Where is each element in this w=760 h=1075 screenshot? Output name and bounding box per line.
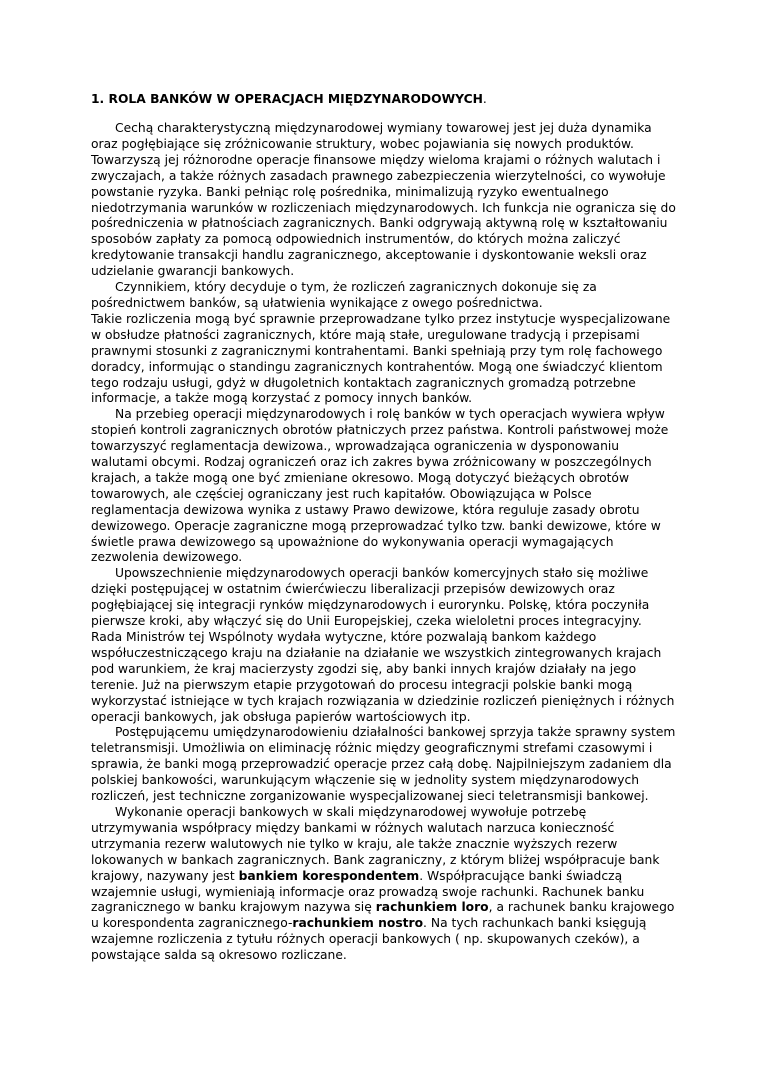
paragraph [91, 407, 676, 566]
paragraph [91, 312, 676, 407]
paragraph [91, 280, 676, 312]
paragraph-text: Postępującemu umiędzynarodowieniu działalności bankowej sprzyja także sprawny system teletransmisji. Umożliwia on eliminację różnic między geograficznymi strefami czasowymi i sprawia, że banki mogą przeprowadzić operacje przez całą dobę. Najpilniejszym zadaniem dla polskiej bankowości, warunkującym włączenie się w jednolity system międzynarodowych rozliczeń, jest techniczne zorganizowanie wyspecjalizowanej sieci teletransmisji bankowej. [91, 725, 676, 804]
heading-period: . [482, 92, 487, 106]
paragraph-list [91, 121, 676, 964]
bold-term: rachunkiem nostro [292, 916, 424, 931]
paragraph-text: . Na tych rachunkach banki księgują wzajemne rozliczenia z tytułu różnych operacji bankowych ( np. skupowanych czeków), a powstające salda są okresowo rozliczane. [91, 916, 647, 963]
paragraph-text: Na przebieg operacji międzynarodowych i rolę banków w tych operacjach wywiera wpływ stopień kontroli zagranicznych obrotów płatniczych przez państwa. Kontroli państwowej może towarzyszyć reglamentacja dewizowa., wprowadzająca ograniczenia w dysponowaniu walutami obcymi. Rodzaj ograniczeń oraz ich zakres bywa zróżnicowany w poszczególnych krajach, a także mogą one być zmieniane okresowo. Mogą dotyczyć bieżących obrotów towarowych, ale częściej ograniczany jest ruch kapitałów. Obowiązująca w Polsce reglamentacja dewizowa wynika z ustawy Prawo dewizowe, która reguluje zasady obrotu dewizowego. Operacje zagraniczne mogą przeprowadzać tylko tzw. banki dewizowe, które w świetle prawa dewizowego są upoważnione do wykonywania operacji wymagających zezwolenia dewizowego. [91, 407, 669, 565]
paragraph [91, 725, 676, 805]
document-body [91, 91, 676, 964]
paragraph-text: , a rachunek banku krajowego u korespondenta zagranicznego- [91, 900, 675, 931]
heading-title: 1. ROLA BANKÓW W OPERACJACH MIĘDZYNARODOWYCH [91, 92, 483, 106]
paragraph [91, 566, 676, 725]
paragraph-text: . Współpracujące banki świadczą wzajemnie usługi, wymieniają informacje oraz prowadzą swoje rachunki. Rachunek banku zagranicznego w banku krajowym nazywa się [91, 868, 645, 915]
paragraph [91, 121, 676, 280]
bold-term: rachunkiem loro [375, 900, 489, 915]
paragraph-text: Cechą charakterystyczną międzynarodowej wymiany towarowej jest jej duża dynamika oraz pogłębiające się zróżnicowanie struktury, wobec pojawiania się nowych produktów. Towarzyszą jej różnorodne operacje finansowe między wieloma krajami o różnych walutach i zwyczajach, a także różnych zasadach prawnego zabezpieczenia wierzytelności, co wywołuje powstanie ryzyka. Banki pełniąc rolę pośrednika, minimalizują ryzyko ewentualnego niedotrzymania warunków w rozliczeniach międzynarodowych. Ich funkcja nie ogranicza się do pośredniczenia w płatnościach zagranicznych. Banki odgrywają aktywną rolę w kształtowaniu sposobów zapłaty za pomocą odpowiednich instrumentów, do których można zaliczyć kredytowanie transakcji handlu zagranicznego, akceptowanie i dyskontowanie weksli oraz udzielanie gwarancji bankowych. [91, 121, 676, 279]
paragraph-text: Takie rozliczenia mogą być sprawnie przeprowadzane tylko przez instytucje wyspecjalizowane w obsłudze płatności zagranicznych, które mają stałe, uregulowane tradycją i przepisami prawnymi stosunki z zagranicznymi kontrahentami. Banki spełniają przy tym rolę fachowego doradcy, informując o standingu zagranicznych kontrahentów. Mogą one świadczyć klientom tego rodzaju usługi, gdyż w długoletnich kontaktach zagranicznych gromadzą potrzebne informacje, a także mogą korzystać z pomocy innych banków. [91, 311, 671, 406]
paragraph-text: Wykonanie operacji bankowych w skali międzynarodowej wywołuje potrzebę utrzymywania współpracy między bankami w różnych walutach narzuca konieczność utrzymania rezerw walutowych nie tylko w kraju, ale także znacznie wyższych rezerw lokowanych w bankach zagranicznych. Bank zagraniczny, z którym bliżej współpracuje bank krajowy, nazywany jest [91, 804, 660, 883]
paragraph [91, 805, 676, 964]
paragraph-text: Upowszechnienie międzynarodowych operacji banków komercyjnych stało się możliwe dzięki postępującej w ostatnim ćwierćwieczu liberalizacji przepisów dewizowych oraz pogłębiającej się integracji rynków międzynarodowych i eurorynku. Polskę, która poczyniła pierwsze kroki, aby włączyć się do Unii Europejskiej, czeka wieloletni proces integracyjny. Rada Ministrów tej Wspólnoty wydała wytyczne, które pozwalają bankom każdego współuczestniczącego kraju na działanie na działanie we wszystkich zintegrowanych krajach pod warunkiem, że kraj macierzysty zgodzi się, aby banki innych krajów działały na jego terenie. Już na pierwszym etapie przygotowań do procesu integracji polskie banki mogą wykorzystać istniejące w tych krajach rozwiązania w dziedzinie rozliczeń pieniężnych i różnych operacji bankowych, jak obsługa papierów wartościowych itp. [91, 566, 675, 724]
paragraph-text: Czynnikiem, który decyduje o tym, że rozliczeń zagranicznych dokonuje się za pośrednictwem banków, są ułatwienia wynikające z owego pośrednictwa. [91, 280, 597, 310]
section-heading [91, 91, 676, 107]
bold-term: bankiem korespondentem [238, 868, 420, 883]
